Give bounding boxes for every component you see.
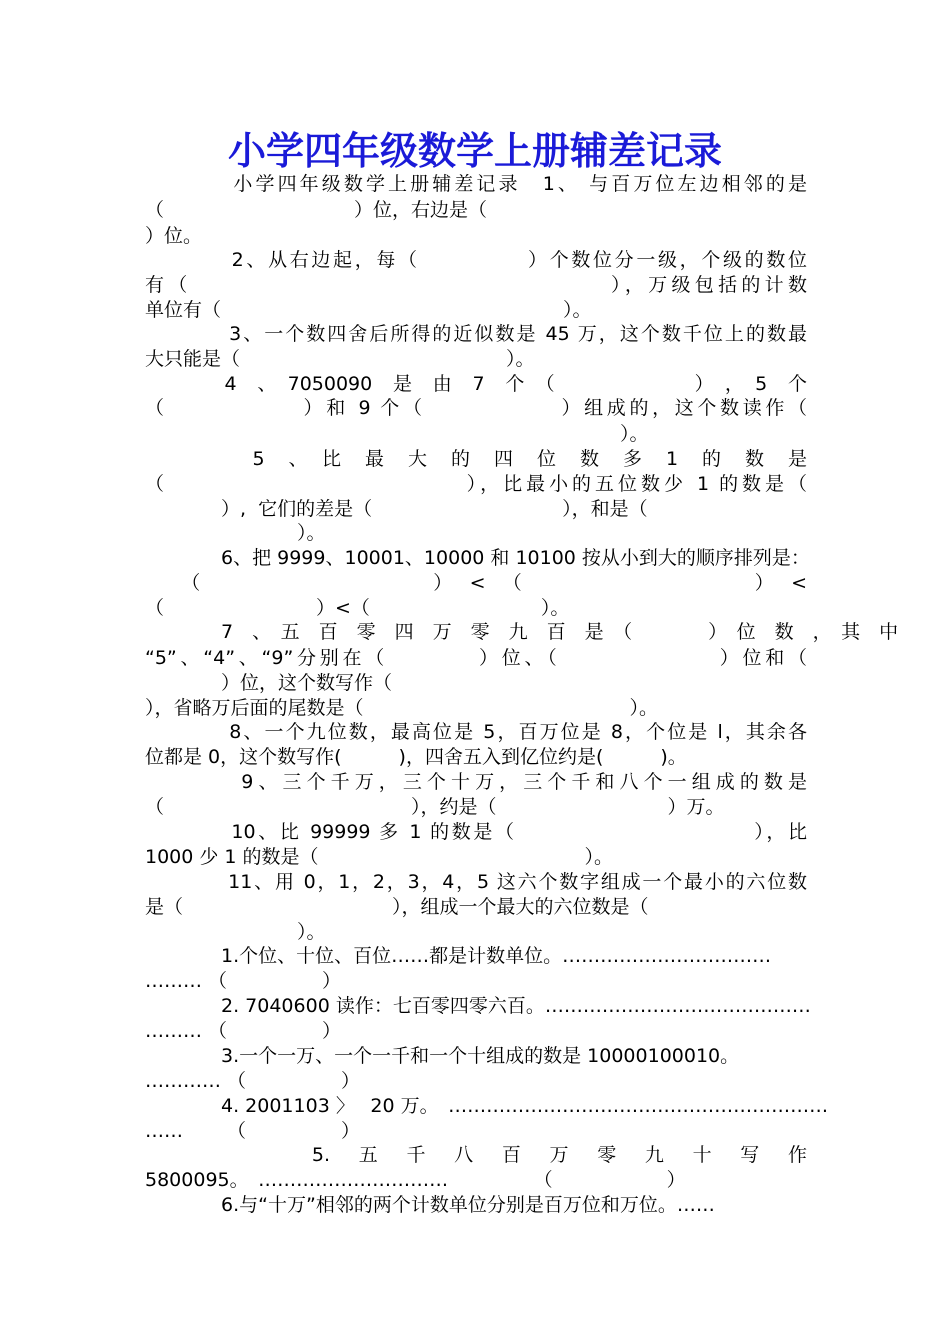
text-line: 位都是 0，这个数写作( )，四舍五入到亿位约是( )。 — [145, 746, 687, 768]
page-title: 小学四年级数学上册辅差记录 — [227, 128, 722, 173]
text-line: 5 、 比 最 大 的 四 位 数 多 1 的 数 是 — [145, 448, 807, 470]
text-line: 4 、 7050090 是 由 7 个 （ ） ， 5 个 — [145, 373, 807, 395]
text-line: ）。 — [145, 423, 649, 445]
text-line: 3.一个一万、一个一千和一个十组成的数是 10000100010。 — [145, 1045, 740, 1067]
text-line: 8、一个九位数，最高位是 5，百万位是 8，个位是 l，其余各 — [145, 721, 807, 743]
text-line: 小学四年级数学上册辅差记录 1、 与百万位左边相邻的是 — [145, 173, 807, 195]
text-line: 1000 少 1 的数是（ ）。 — [145, 846, 614, 868]
text-line: 是（ ），组成一个最大的六位数是（ — [145, 896, 649, 918]
text-line: “5”、“4”、“9”分别在（ ）位、（ ）位和（ — [145, 647, 807, 669]
text-line: 3、一个数四舍后所得的近似数是 45 万，这个数千位上的数最 — [145, 323, 807, 345]
text-line: ……… （ ） — [145, 1020, 342, 1042]
text-line: 6、把 9999、10001、10000 和 10100 按从小到大的顺序排列是： — [145, 547, 810, 569]
text-line: …… （ ） — [145, 1120, 361, 1142]
text-line: ），省略万后面的尾数是（ ）。 — [145, 697, 659, 719]
text-line: 6.与“十万”相邻的两个计数单位分别是百万位和万位。…… — [145, 1194, 715, 1216]
text-line: 9、三个千万，三个十万，三个千和八个一组成的数是 — [145, 771, 807, 793]
text-line: ………… （ ） — [145, 1070, 361, 1092]
text-line: 4. 2001103 〉 20 万。 …………………………………………………… — [145, 1095, 829, 1117]
text-line: 1.个位、十位、百位……都是计数单位。…………………………… — [145, 945, 772, 967]
text-line: （ ），比最小的五位数少 1 的数是（ — [145, 473, 807, 495]
text-line: （ ）和 9 个（ ）组成的，这个数读作（ — [145, 397, 807, 419]
text-line: ）。 — [145, 522, 326, 544]
text-line: 7 、 五 百 零 四 万 零 九 百 是 （ ） 位 数 ， 其 中 — [145, 621, 899, 643]
text-line: 2. 7040600 读作：七百零四零六百。…………………………………… — [145, 995, 811, 1017]
text-line: （ ） < （ ） < — [145, 572, 807, 594]
text-line: ）。 — [145, 921, 326, 943]
text-line: ）, 它们的差是（ ），和是（ — [145, 498, 648, 520]
text-line: 5. 五 千 八 百 万 零 九 十 写 作 — [145, 1144, 807, 1166]
text-line: （ ），约是（ ）万。 — [145, 796, 725, 818]
text-line: 2、从右边起，每（ ）个数位分一级，个级的数位 — [145, 249, 807, 271]
text-line: 有（ ），万级包括的计数 — [145, 274, 807, 296]
text-line: 11、用 0，1，2，3，4，5 这六个数字组成一个最小的六位数 — [145, 871, 807, 893]
text-line: 大只能是（ ）。 — [145, 348, 535, 370]
text-line: （ ）位，右边是（ — [145, 199, 488, 221]
text-line: 10、比 99999 多 1 的数是（ ），比 — [145, 821, 807, 843]
text-line: ）位。 — [145, 225, 203, 247]
text-line: ）位，这个数写作（ — [145, 672, 393, 694]
text-line: 5800095。 ………………………… （ ） — [145, 1169, 686, 1191]
text-line: 单位有（ ）。 — [145, 299, 592, 321]
text-line: ……… （ ） — [145, 970, 342, 992]
text-line: （ ）<（ ）。 — [145, 597, 570, 619]
